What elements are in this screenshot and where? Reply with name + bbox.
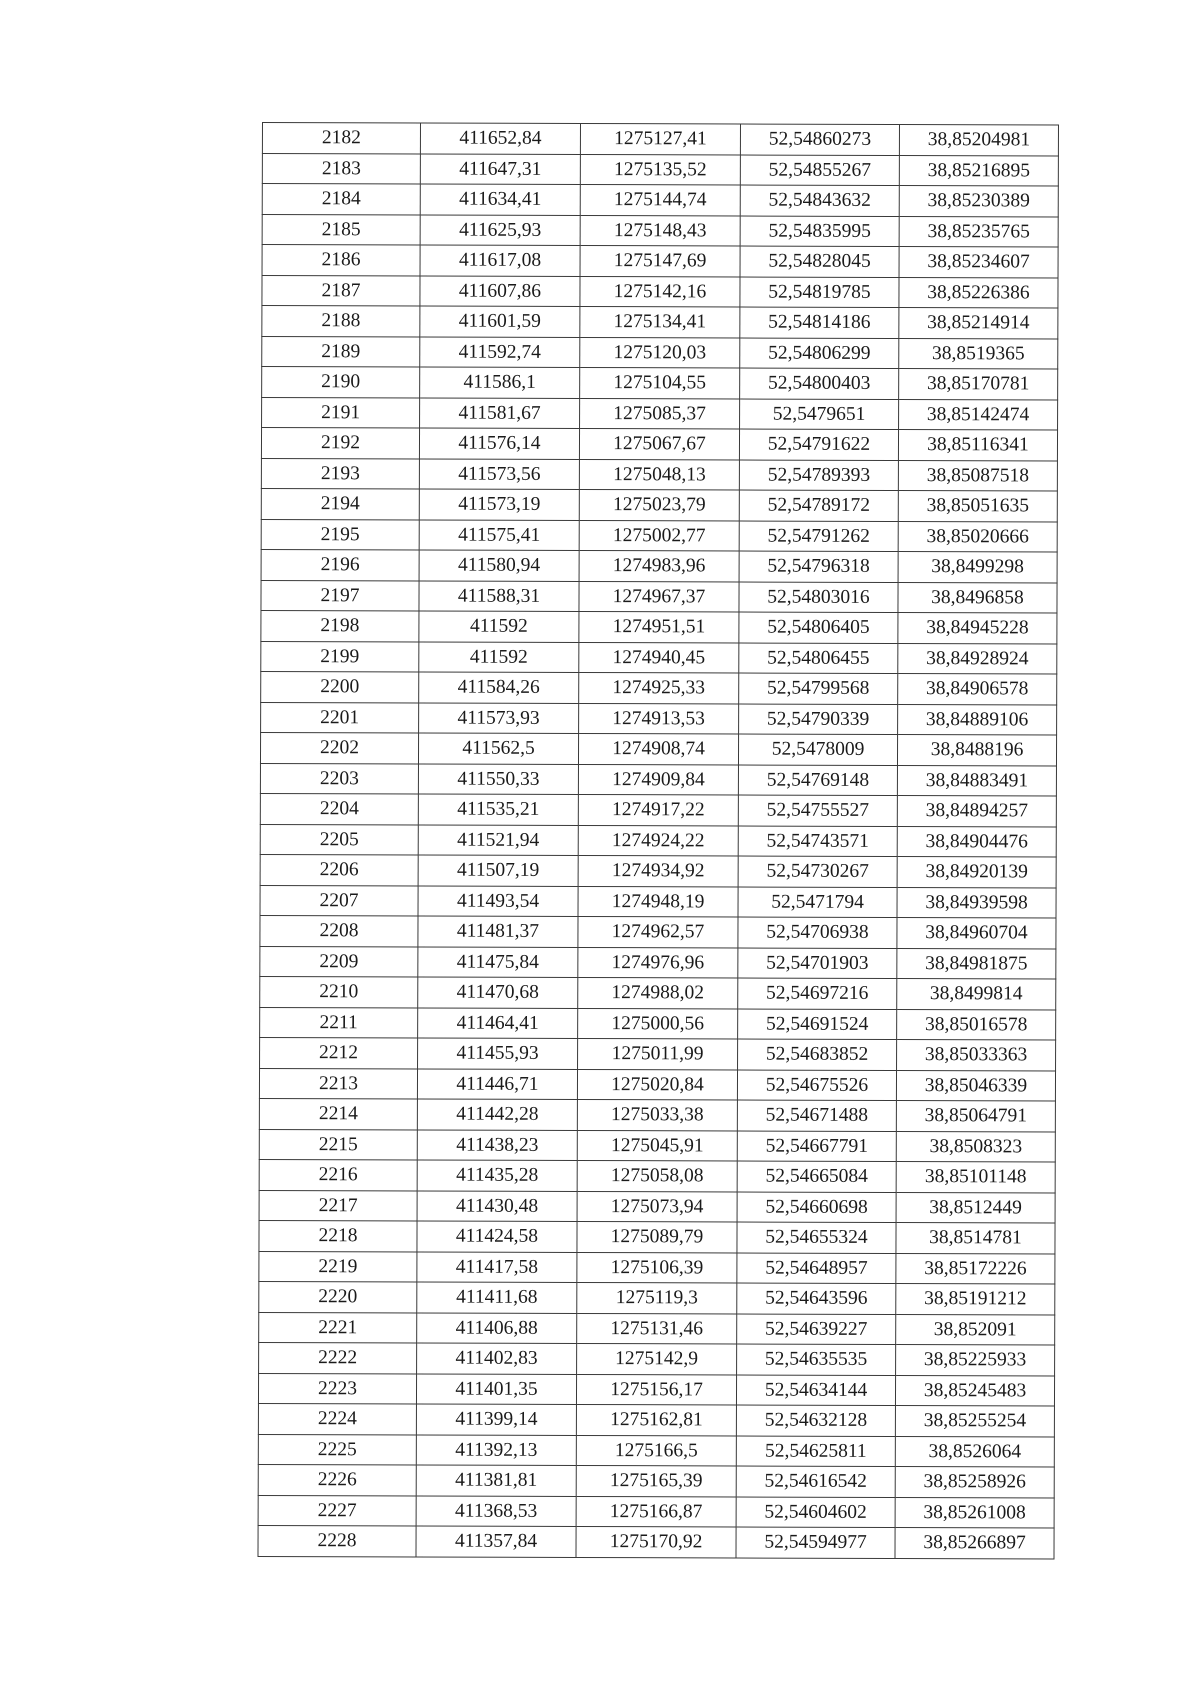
- latitude-cell: 52,54828045: [740, 246, 899, 277]
- table-row: [261, 671, 1057, 704]
- latitude-cell: 52,54790339: [739, 704, 898, 735]
- x-coordinate-cell: 411581,67: [420, 397, 580, 428]
- y-coordinate-cell: 1274925,33: [579, 672, 739, 703]
- longitude-cell: 38,85216895: [899, 155, 1058, 186]
- longitude-cell: 38,85064791: [896, 1100, 1055, 1131]
- longitude-cell: 38,85172226: [896, 1253, 1055, 1284]
- longitude-cell: 38,852091: [896, 1314, 1055, 1345]
- point-number-cell: 2198: [261, 610, 419, 641]
- point-number-cell: 2212: [260, 1037, 418, 1068]
- table-row: [259, 1129, 1055, 1162]
- point-number-cell: 2194: [261, 488, 419, 519]
- latitude-cell: 52,54819785: [740, 277, 899, 308]
- y-coordinate-cell: 1275147,69: [580, 245, 740, 276]
- point-number-cell: 2200: [261, 671, 419, 702]
- table-row: [260, 885, 1056, 918]
- y-coordinate-cell: 1275162,81: [576, 1404, 736, 1435]
- point-number-cell: 2195: [261, 519, 419, 550]
- latitude-cell: 52,54796318: [739, 551, 898, 582]
- point-number-cell: 2203: [260, 763, 418, 794]
- point-number-cell: 2185: [262, 214, 420, 245]
- y-coordinate-cell: 1275148,43: [580, 215, 740, 246]
- y-coordinate-cell: 1275073,94: [577, 1191, 737, 1222]
- y-coordinate-cell: 1274917,22: [578, 794, 738, 825]
- y-coordinate-cell: 1274934,92: [578, 855, 738, 886]
- table-row: [258, 1403, 1054, 1436]
- longitude-cell: 38,8488196: [897, 734, 1056, 765]
- table-row: [260, 763, 1056, 796]
- point-number-cell: 2221: [259, 1312, 417, 1343]
- table-row: [260, 915, 1056, 948]
- point-number-cell: 2209: [260, 946, 418, 977]
- x-coordinate-cell: 411521,94: [418, 824, 578, 855]
- point-number-cell: 2201: [261, 702, 419, 733]
- x-coordinate-cell: 411424,58: [417, 1221, 577, 1252]
- longitude-cell: 38,84883491: [897, 765, 1056, 796]
- y-coordinate-cell: 1274913,53: [579, 703, 739, 734]
- point-number-cell: 2196: [261, 549, 419, 580]
- table-row: [259, 1281, 1055, 1314]
- point-number-cell: 2219: [259, 1251, 417, 1282]
- point-number-cell: 2207: [260, 885, 418, 916]
- y-coordinate-cell: 1275045,91: [577, 1130, 737, 1161]
- table-row: [260, 976, 1056, 1009]
- table-row: [258, 1495, 1054, 1528]
- longitude-cell: 38,85214914: [899, 308, 1058, 339]
- y-coordinate-cell: 1275134,41: [580, 306, 740, 337]
- point-number-cell: 2228: [258, 1525, 416, 1556]
- table-row: [262, 275, 1058, 308]
- y-coordinate-cell: 1275156,17: [576, 1374, 736, 1405]
- x-coordinate-cell: 411550,33: [418, 763, 578, 794]
- table-row: [262, 245, 1058, 278]
- table-row: [259, 1190, 1055, 1223]
- y-coordinate-cell: 1275170,92: [576, 1526, 736, 1557]
- longitude-cell: 38,85020666: [898, 521, 1057, 552]
- y-coordinate-cell: 1275085,37: [580, 398, 740, 429]
- point-number-cell: 2202: [260, 732, 418, 763]
- latitude-cell: 52,5471794: [738, 886, 897, 917]
- y-coordinate-cell: 1275144,74: [580, 185, 740, 216]
- x-coordinate-cell: 411601,59: [420, 306, 580, 337]
- latitude-cell: 52,54665084: [737, 1161, 896, 1192]
- latitude-cell: 52,54643596: [737, 1283, 896, 1314]
- x-coordinate-cell: 411586,1: [420, 367, 580, 398]
- table-row: [258, 1464, 1054, 1497]
- point-number-cell: 2226: [258, 1464, 416, 1495]
- table-row: [262, 184, 1058, 217]
- y-coordinate-cell: 1275131,46: [577, 1313, 737, 1344]
- x-coordinate-cell: 411507,19: [418, 855, 578, 886]
- longitude-cell: 38,8519365: [899, 338, 1058, 369]
- longitude-cell: 38,85051635: [898, 491, 1057, 522]
- longitude-cell: 38,85033363: [897, 1039, 1056, 1070]
- longitude-cell: 38,84981875: [897, 948, 1056, 979]
- longitude-cell: 38,84889106: [898, 704, 1057, 735]
- x-coordinate-cell: 411438,23: [417, 1129, 577, 1160]
- y-coordinate-cell: 1275104,55: [580, 367, 740, 398]
- x-coordinate-cell: 411401,35: [416, 1373, 576, 1404]
- latitude-cell: 52,54789172: [739, 490, 898, 521]
- table-row: [261, 519, 1057, 552]
- latitude-cell: 52,54683852: [738, 1039, 897, 1070]
- latitude-cell: 52,54648957: [737, 1252, 896, 1283]
- table-row: [260, 1007, 1056, 1040]
- x-coordinate-cell: 411592,74: [420, 336, 580, 367]
- longitude-cell: 38,85226386: [899, 277, 1058, 308]
- longitude-cell: 38,84906578: [898, 674, 1057, 705]
- table-row: [260, 854, 1056, 887]
- point-number-cell: 2192: [261, 428, 419, 459]
- latitude-cell: 52,54743571: [738, 825, 897, 856]
- table-row: [262, 336, 1058, 369]
- longitude-cell: 38,8496858: [898, 582, 1057, 613]
- table-row: [260, 793, 1056, 826]
- point-number-cell: 2215: [259, 1129, 417, 1160]
- point-number-cell: 2223: [258, 1373, 416, 1404]
- latitude-cell: 52,54616542: [736, 1466, 895, 1497]
- x-coordinate-cell: 411607,86: [420, 275, 580, 306]
- longitude-cell: 38,85234607: [899, 247, 1058, 278]
- y-coordinate-cell: 1274962,57: [578, 916, 738, 947]
- y-coordinate-cell: 1274940,45: [579, 642, 739, 673]
- y-coordinate-cell: 1275119,3: [577, 1282, 737, 1313]
- latitude-cell: 52,54639227: [737, 1313, 896, 1344]
- table-row: [262, 123, 1058, 156]
- table-row: [259, 1342, 1055, 1375]
- longitude-cell: 38,85245483: [895, 1375, 1054, 1406]
- longitude-cell: 38,85235765: [899, 216, 1058, 247]
- longitude-cell: 38,85016578: [897, 1009, 1056, 1040]
- point-number-cell: 2187: [262, 275, 420, 306]
- latitude-cell: 52,54814186: [740, 307, 899, 338]
- x-coordinate-cell: 411470,68: [418, 977, 578, 1008]
- longitude-cell: 38,85087518: [898, 460, 1057, 491]
- longitude-cell: 38,8526064: [895, 1436, 1054, 1467]
- y-coordinate-cell: 1274909,84: [578, 764, 738, 795]
- latitude-cell: 52,54655324: [737, 1222, 896, 1253]
- latitude-cell: 52,54769148: [738, 765, 897, 796]
- point-number-cell: 2190: [262, 367, 420, 398]
- latitude-cell: 52,54730267: [738, 856, 897, 887]
- point-number-cell: 2184: [262, 184, 420, 215]
- y-coordinate-cell: 1274908,74: [578, 733, 738, 764]
- latitude-cell: 52,54697216: [738, 978, 897, 1009]
- y-coordinate-cell: 1275142,16: [580, 276, 740, 307]
- longitude-cell: 38,84920139: [897, 856, 1056, 887]
- point-number-cell: 2216: [259, 1159, 417, 1190]
- table-row: [259, 1098, 1055, 1131]
- longitude-cell: 38,84960704: [897, 917, 1056, 948]
- x-coordinate-cell: 411392,13: [416, 1434, 576, 1465]
- longitude-cell: 38,85116341: [898, 430, 1057, 461]
- y-coordinate-cell: 1275033,38: [577, 1099, 737, 1130]
- table-row: [259, 1220, 1055, 1253]
- longitude-cell: 38,85258926: [895, 1466, 1054, 1497]
- x-coordinate-cell: 411573,93: [419, 702, 579, 733]
- x-coordinate-cell: 411562,5: [418, 733, 578, 764]
- table-row: [261, 702, 1057, 735]
- x-coordinate-cell: 411368,53: [416, 1495, 576, 1526]
- point-number-cell: 2191: [262, 397, 420, 428]
- x-coordinate-cell: 411573,19: [419, 489, 579, 520]
- longitude-cell: 38,85170781: [899, 369, 1058, 400]
- point-number-cell: 2193: [261, 458, 419, 489]
- table-row: [262, 367, 1058, 400]
- x-coordinate-cell: 411652,84: [420, 123, 580, 154]
- table-row: [258, 1434, 1054, 1467]
- latitude-cell: 52,54671488: [737, 1100, 896, 1131]
- point-number-cell: 2199: [261, 641, 419, 672]
- table-row: [260, 732, 1056, 765]
- latitude-cell: 52,54806455: [739, 643, 898, 674]
- x-coordinate-cell: 411475,84: [418, 946, 578, 977]
- point-number-cell: 2220: [259, 1281, 417, 1312]
- table-row: [259, 1159, 1055, 1192]
- latitude-cell: 52,54803016: [739, 582, 898, 613]
- point-number-cell: 2214: [259, 1098, 417, 1129]
- y-coordinate-cell: 1275000,56: [578, 1008, 738, 1039]
- x-coordinate-cell: 411580,94: [419, 550, 579, 581]
- latitude-cell: 52,54806299: [740, 338, 899, 369]
- longitude-cell: 38,84894257: [897, 795, 1056, 826]
- y-coordinate-cell: 1275089,79: [577, 1221, 737, 1252]
- longitude-cell: 38,8508323: [896, 1131, 1055, 1162]
- longitude-cell: 38,84939598: [897, 887, 1056, 918]
- latitude-cell: 52,54632128: [736, 1405, 895, 1436]
- x-coordinate-cell: 411625,93: [420, 214, 580, 245]
- x-coordinate-cell: 411493,54: [418, 885, 578, 916]
- x-coordinate-cell: 411592: [419, 641, 579, 672]
- table-row: [259, 1068, 1055, 1101]
- latitude-cell: 52,54604602: [736, 1496, 895, 1527]
- longitude-cell: 38,85046339: [896, 1070, 1055, 1101]
- x-coordinate-cell: 411406,88: [417, 1312, 577, 1343]
- table-row: [261, 428, 1057, 461]
- longitude-cell: 38,85255254: [895, 1405, 1054, 1436]
- y-coordinate-cell: 1275166,87: [576, 1496, 736, 1527]
- point-number-cell: 2206: [260, 854, 418, 885]
- x-coordinate-cell: 411575,41: [419, 519, 579, 550]
- latitude-cell: 52,5478009: [738, 734, 897, 765]
- latitude-cell: 52,54667791: [737, 1130, 896, 1161]
- point-number-cell: 2189: [262, 336, 420, 367]
- table-row: [258, 1373, 1054, 1406]
- coordinates-table: [257, 122, 1059, 1559]
- latitude-cell: 52,54635535: [737, 1344, 896, 1375]
- x-coordinate-cell: 411417,58: [417, 1251, 577, 1282]
- latitude-cell: 52,54835995: [740, 216, 899, 247]
- table-row: [262, 214, 1058, 247]
- x-coordinate-cell: 411588,31: [419, 580, 579, 611]
- point-number-cell: 2213: [259, 1068, 417, 1099]
- latitude-cell: 52,54855267: [740, 155, 899, 186]
- longitude-cell: 38,85230389: [899, 186, 1058, 217]
- table-row: [261, 549, 1057, 582]
- latitude-cell: 52,54660698: [737, 1191, 896, 1222]
- x-coordinate-cell: 411411,68: [417, 1282, 577, 1313]
- x-coordinate-cell: 411481,37: [418, 916, 578, 947]
- y-coordinate-cell: 1275020,84: [577, 1069, 737, 1100]
- y-coordinate-cell: 1275106,39: [577, 1252, 737, 1283]
- y-coordinate-cell: 1275011,99: [578, 1038, 738, 1069]
- table-row: [259, 1312, 1055, 1345]
- point-number-cell: 2225: [258, 1434, 416, 1465]
- x-coordinate-cell: 411357,84: [416, 1526, 576, 1557]
- point-number-cell: 2186: [262, 245, 420, 276]
- longitude-cell: 38,85142474: [899, 399, 1058, 430]
- table-row: [262, 153, 1058, 186]
- point-number-cell: 2217: [259, 1190, 417, 1221]
- y-coordinate-cell: 1274924,22: [578, 825, 738, 856]
- table-row: [258, 1525, 1054, 1558]
- y-coordinate-cell: 1275048,13: [579, 459, 739, 490]
- longitude-cell: 38,85225933: [896, 1344, 1055, 1375]
- x-coordinate-cell: 411399,14: [416, 1404, 576, 1435]
- longitude-cell: 38,8512449: [896, 1192, 1055, 1223]
- point-number-cell: 2188: [262, 306, 420, 337]
- x-coordinate-cell: 411592: [419, 611, 579, 642]
- y-coordinate-cell: 1275023,79: [579, 489, 739, 520]
- x-coordinate-cell: 411381,81: [416, 1465, 576, 1496]
- longitude-cell: 38,8499814: [897, 978, 1056, 1009]
- longitude-cell: 38,84928924: [898, 643, 1057, 674]
- y-coordinate-cell: 1275067,67: [579, 428, 739, 459]
- point-number-cell: 2208: [260, 915, 418, 946]
- longitude-cell: 38,85266897: [895, 1527, 1054, 1558]
- latitude-cell: 52,54634144: [736, 1374, 895, 1405]
- longitude-cell: 38,8499298: [898, 552, 1057, 583]
- latitude-cell: 52,54706938: [738, 917, 897, 948]
- x-coordinate-cell: 411576,14: [419, 428, 579, 459]
- point-number-cell: 2211: [260, 1007, 418, 1038]
- table-row: [262, 306, 1058, 339]
- point-number-cell: 2224: [258, 1403, 416, 1434]
- point-number-cell: 2204: [260, 793, 418, 824]
- latitude-cell: 52,54806405: [739, 612, 898, 643]
- coordinates-table-body: [258, 123, 1058, 1559]
- y-coordinate-cell: 1275127,41: [580, 124, 740, 155]
- x-coordinate-cell: 411647,31: [420, 153, 580, 184]
- longitude-cell: 38,84945228: [898, 613, 1057, 644]
- latitude-cell: 52,54691524: [738, 1008, 897, 1039]
- latitude-cell: 52,54799568: [739, 673, 898, 704]
- x-coordinate-cell: 411584,26: [419, 672, 579, 703]
- table-row: [261, 458, 1057, 491]
- latitude-cell: 52,54860273: [740, 124, 899, 155]
- point-number-cell: 2210: [260, 976, 418, 1007]
- y-coordinate-cell: 1275120,03: [580, 337, 740, 368]
- latitude-cell: 52,54594977: [736, 1527, 895, 1558]
- latitude-cell: 52,54800403: [740, 368, 899, 399]
- latitude-cell: 52,54843632: [740, 185, 899, 216]
- point-number-cell: 2183: [262, 153, 420, 184]
- longitude-cell: 38,85101148: [896, 1161, 1055, 1192]
- longitude-cell: 38,85191212: [896, 1283, 1055, 1314]
- y-coordinate-cell: 1275002,77: [579, 520, 739, 551]
- x-coordinate-cell: 411617,08: [420, 245, 580, 276]
- longitude-cell: 38,85261008: [895, 1497, 1054, 1528]
- y-coordinate-cell: 1274967,37: [579, 581, 739, 612]
- latitude-cell: 52,54791262: [739, 521, 898, 552]
- y-coordinate-cell: 1274976,96: [578, 947, 738, 978]
- point-number-cell: 2227: [258, 1495, 416, 1526]
- y-coordinate-cell: 1275058,08: [577, 1160, 737, 1191]
- point-number-cell: 2182: [262, 123, 420, 154]
- x-coordinate-cell: 411634,41: [420, 184, 580, 215]
- x-coordinate-cell: 411442,28: [417, 1099, 577, 1130]
- x-coordinate-cell: 411430,48: [417, 1190, 577, 1221]
- latitude-cell: 52,54789393: [739, 460, 898, 491]
- longitude-cell: 38,84904476: [897, 826, 1056, 857]
- latitude-cell: 52,5479651: [740, 399, 899, 430]
- y-coordinate-cell: 1274951,51: [579, 611, 739, 642]
- x-coordinate-cell: 411435,28: [417, 1160, 577, 1191]
- table-row: [261, 580, 1057, 613]
- latitude-cell: 52,54791622: [739, 429, 898, 460]
- point-number-cell: 2218: [259, 1220, 417, 1251]
- y-coordinate-cell: 1274948,19: [578, 886, 738, 917]
- table-row: [261, 488, 1057, 521]
- y-coordinate-cell: 1275135,52: [580, 154, 740, 185]
- x-coordinate-cell: 411573,56: [419, 458, 579, 489]
- latitude-cell: 52,54701903: [738, 947, 897, 978]
- x-coordinate-cell: 411446,71: [417, 1068, 577, 1099]
- x-coordinate-cell: 411455,93: [418, 1038, 578, 1069]
- latitude-cell: 52,54755527: [738, 795, 897, 826]
- longitude-cell: 38,85204981: [899, 125, 1058, 156]
- table-row: [261, 610, 1057, 643]
- y-coordinate-cell: 1275165,39: [576, 1465, 736, 1496]
- point-number-cell: 2222: [259, 1342, 417, 1373]
- x-coordinate-cell: 411535,21: [418, 794, 578, 825]
- y-coordinate-cell: 1275166,5: [576, 1435, 736, 1466]
- table-row: [260, 824, 1056, 857]
- table-row: [260, 946, 1056, 979]
- table-row: [262, 397, 1058, 430]
- y-coordinate-cell: 1274988,02: [578, 977, 738, 1008]
- latitude-cell: 52,54675526: [737, 1069, 896, 1100]
- table-row: [261, 641, 1057, 674]
- table-row: [260, 1037, 1056, 1070]
- x-coordinate-cell: 411402,83: [417, 1343, 577, 1374]
- x-coordinate-cell: 411464,41: [418, 1007, 578, 1038]
- y-coordinate-cell: 1275142,9: [577, 1343, 737, 1374]
- table-row: [259, 1251, 1055, 1284]
- point-number-cell: 2197: [261, 580, 419, 611]
- longitude-cell: 38,8514781: [896, 1222, 1055, 1253]
- y-coordinate-cell: 1274983,96: [579, 550, 739, 581]
- point-number-cell: 2205: [260, 824, 418, 855]
- latitude-cell: 52,54625811: [736, 1435, 895, 1466]
